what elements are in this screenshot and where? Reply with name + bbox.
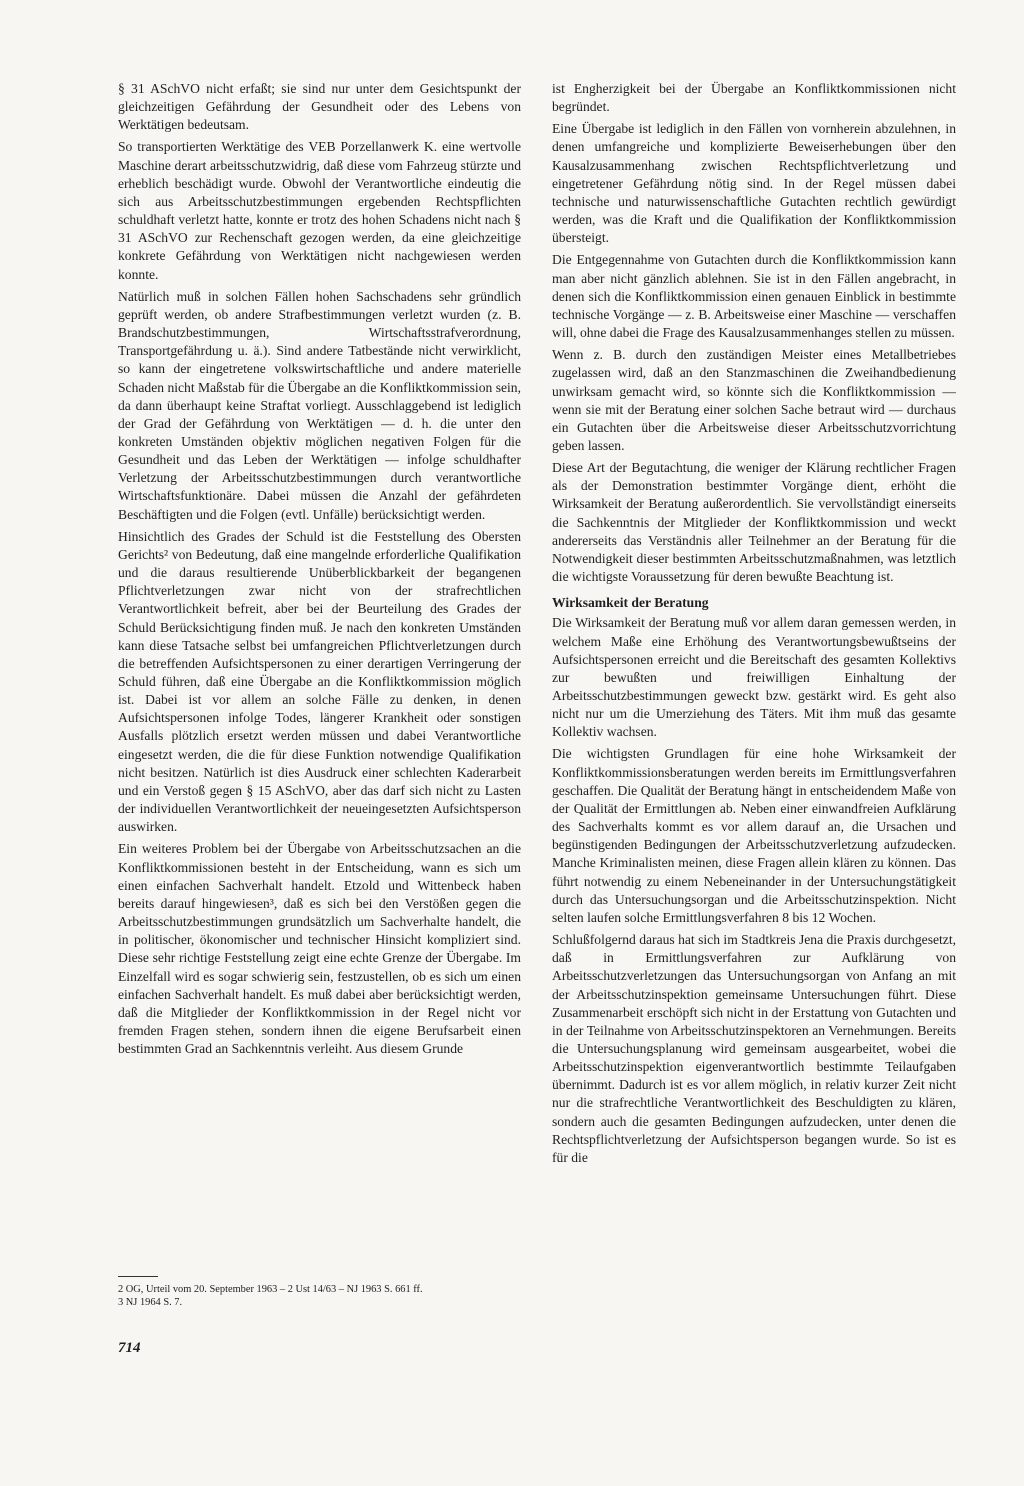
paragraph: Schlußfolgernd daraus hat sich im Stadtkreis Jena die Praxis durchgesetzt, daß in Ermittlungsverfahren zur Aufklärung von Arbeitsschutzverletzungen das Untersuchungsorgan von Anfang an mit der Arbeitsschutzinspektion gemeinsame Untersuchungen führt. Diese Zusammenarbeit erschöpft sich nicht in der Erstattung von Gutachten und in der Teilnahme von Arbeitsschutzinspektoren an Vernehmungen. Bereits die Untersuchungsplanung wird gemeinsam ausgearbeitet, wobei die Arbeitsschutzinspektion eigenverantwortlich bestimmte Teilaufgaben übernimmt. Dadurch ist es vor allem möglich, in relativ kurzer Zeit nicht nur die strafrechtliche Verantwortlichkeit des Beschuldigten zu klären, sondern auch die gesamten Bedingungen aufzudecken, unter denen die Rechtspflichtverletzung der Aufsichtsperson begangen wurde. So ist es für die bbox=[552, 932, 956, 1165]
footnote-rule bbox=[118, 1276, 158, 1277]
section-heading: Wirksamkeit der Beratung bbox=[552, 595, 709, 611]
page-number: 714 bbox=[118, 1340, 141, 1356]
paragraph: § 31 ASchVO nicht erfaßt; sie sind nur unter dem Gesichtspunkt der gleichzeitigen Gefährdung der Gesundheit oder des Lebens von Werktätigen bedeutsam. bbox=[118, 81, 521, 133]
paragraph: Natürlich muß in solchen Fällen hohen Sachschadens sehr gründlich geprüft werden, ob andere Strafbestimmungen verletzt wurden (z. B. Brandschutzbestimmungen, Wirtschaftsstrafverordnung, Transportgefährdung u. ä.). Sind andere Tatbestände nicht verwirklicht, so kann der eingetretene volkswirtschaftliche und andere materielle Schaden nicht Maßstab für die Übergabe an die Konfliktkommission sein, da dann überhaupt keine Straftat vorliegt. Ausschlaggebend ist lediglich der Grad der Gefährdung von Werktätigen — d. h. die unter den konkreten Umständen objektiv möglichen negativen Folgen für die Gesundheit und das Leben der Werktätigen — infolge schuldhafter Verletzung der Arbeitsschutzbestimmungen durch verantwortliche Wirtschaftsfunktionäre. Dabei müssen die Anzahl der gefährdeten Beschäftigten und die Folgen (evtl. Unfälle) berücksichtigt werden. bbox=[118, 288, 521, 522]
paragraph: ist Engherzigkeit bei der Übergabe an Konfliktkommissionen nicht begründet. bbox=[552, 81, 956, 115]
footnotes bbox=[118, 1283, 521, 1309]
paragraph: Eine Übergabe ist lediglich in den Fällen von vornherein abzulehnen, in denen umfangreiche und komplizierte Beweiserhebungen über den Kausalzusammenhang zwischen Rechtspflichtverletzung und eingetretener Gefährdung nötig sind. In der Regel müssen dabei technische und naturwissenschaftliche Gutachten rechtlich gewürdigt werden, was die Kraft und die Qualifikation der Konfliktkommission übersteigt. bbox=[552, 121, 956, 246]
left-column bbox=[118, 80, 521, 1062]
footnote: 3 NJ 1964 S. 7. bbox=[118, 1297, 183, 1308]
paragraph: Ein weiteres Problem bei der Übergabe von Arbeitsschutzsachen an die Konfliktkommissionen besteht in der Entscheidung, wann es sich um einen einfachen Sachverhalt handelt. Etzold und Wittenbeck haben bereits darauf hingewiesen³, daß es sich bei den Verstößen gegen die Arbeitsschutzbestimmungen grundsätzlich um Sachverhalte handelt, die in politischer, ökonomischer und technischer Hinsicht kompliziert sind. Diese sehr richtige Feststellung zeigt eine echte Grenze der Übergabe. Im Einzelfall wird es sogar schwierig sein, festzustellen, ob es sich um einen einfachen Sachverhalt handelt. Es muß dabei aber berücksichtigt werden, daß die Mitglieder der Konfliktkommission in der Regel nicht vor fremden Fragen stehen, sondern ihnen die eigene Berufsarbeit einen bestimmten Grad an Sachkenntnis verleiht. Aus diesem Grunde bbox=[118, 841, 521, 1057]
paragraph: So transportierten Werktätige des VEB Porzellanwerk K. eine wertvolle Maschine derart arbeitsschutzwidrig, daß diese vom Fahrzeug stürzte und erheblich beschädigt wurde. Obwohl der Verantwortliche eindeutig die sich aus Arbeitsschutzbestimmungen ergebenden Rechtspflichten schuldhaft verletzt hatte, konnte er trotz des hohen Schadens nicht nach § 31 ASchVO zur Rechenschaft gezogen werden, da eine gleichzeitige konkrete Gefährdung von Werktätigen nicht nachgewiesen werden konnte. bbox=[118, 139, 521, 282]
paragraph: Die Entgegennahme von Gutachten durch die Konfliktkommission kann man aber nicht gänzlich ablehnen. Sie ist in den Fällen angebracht, in denen sich die Konfliktkommission einen genauen Einblick in bestimmte technische Vorgänge — z. B. Arbeitsweise einer Maschine — verschaffen will, ohne dabei die Frage des Kausalzusammenhanges stellen zu müssen. bbox=[552, 252, 956, 341]
footnote: 2 OG, Urteil vom 20. September 1963 – 2 Ust 14/63 – NJ 1963 S. 661 ff. bbox=[118, 1284, 423, 1295]
paragraph: Diese Art der Begutachtung, die weniger der Klärung rechtlicher Fragen als der Demonstration bestimmter Vorgänge dient, erhöht die Wirksamkeit der Beratung außerordentlich. Sie vervollständigt einerseits die Sachkenntnis der Mitglieder der Konfliktkommission und weckt andererseits das Verständnis aller Teilnehmer an der Beratung für die Notwendigkeit dieser bestimmten Arbeitsschutzmaßnahmen, was letztlich die wichtigste Voraussetzung für deren bewußte Beachtung ist. bbox=[552, 460, 956, 585]
right-column bbox=[552, 80, 956, 1171]
paragraph: Hinsichtlich des Grades der Schuld ist die Feststellung des Obersten Gerichts² von Bedeutung, daß eine mangelnde erforderliche Qualifikation und die daraus resultierende Unüberblickbarkeit der begangenen Pflichtverletzungen zwar nicht von der strafrechtlichen Verantwortlichkeit befreit, aber bei der Beurteilung des Grades der Schuld Berücksichtigung finden muß. Je nach den konkreten Umständen kann diese Tatsache selbst bei umfangreichen Pflichtverletzungen durch die betreffenden Aufsichtspersonen zu einer derartigen Verringerung der Schuld führen, daß eine Übergabe an die Konfliktkommission möglich ist. Dabei ist vor allem an solche Fälle zu denken, in denen Aufsichtspersonen infolge Todes, längerer Krankheit oder sonstigen Ausfalls plötzlich ersetzt werden müssen und dabei Verantwortliche eingesetzt werden, die die für diese Funktion notwendige Qualifikation nicht besitzen. Natürlich ist dies Ausdruck einer schlechten Kaderarbeit und ein Verstoß gegen § 15 ASchVO, aber das darf sich nicht zu Lasten der individuellen Verantwortlichkeit der neueingesetzten Aufsichtsperson auswirken. bbox=[118, 528, 521, 835]
paragraph: Die Wirksamkeit der Beratung muß vor allem daran gemessen werden, in welchem Maße eine Erhöhung des Verantwortungsbewußtseins der Aufsichtspersonen erreicht und die Bereitschaft des gesamten Kollektivs zur bewußten und freiwilligen Einhaltung der Arbeitsschutzbestimmungen geweckt bzw. gestärkt wird. Es geht also nicht nur um die Umerziehung des Täters. Mit ihm muß das gesamte Kollektiv wachsen. bbox=[552, 615, 956, 740]
paragraph: Die wichtigsten Grundlagen für eine hohe Wirksamkeit der Konfliktkommissionsberatungen werden bereits im Ermittlungsverfahren geschaffen. Die Qualität der Beratung hängt in entscheidendem Maße von der Qualität der Ermittlungen ab. Neben einer einwandfreien Aufklärung des Sachverhalts kommt es vor allem darauf an, die Ursachen und begünstigenden Bedingungen der Arbeitsschutzverletzung aufzudecken. Manche Kriminalisten meinen, diese Fragen allein klären zu können. Das führt notwendig zu einem Nebeneinander in der Untersuchungstätigkeit durch das Untersuchungsorgan und die Arbeitsschutzinspektion. Nicht selten laufen solche Ermittlungsverfahren 8 bis 12 Wochen. bbox=[552, 746, 956, 925]
paragraph: Wenn z. B. durch den zuständigen Meister eines Metallbetriebes zugelassen wird, daß an den Stanzmaschinen die Zweihandbedienung unwirksam gemacht wird, so könnte sich die Konfliktkommission — wenn sie mit der Beratung einer solchen Sache betraut wird — durchaus ein Gutachten über die Arbeitsweise dieser Arbeitsschutzvorrichtung geben lassen. bbox=[552, 347, 956, 453]
